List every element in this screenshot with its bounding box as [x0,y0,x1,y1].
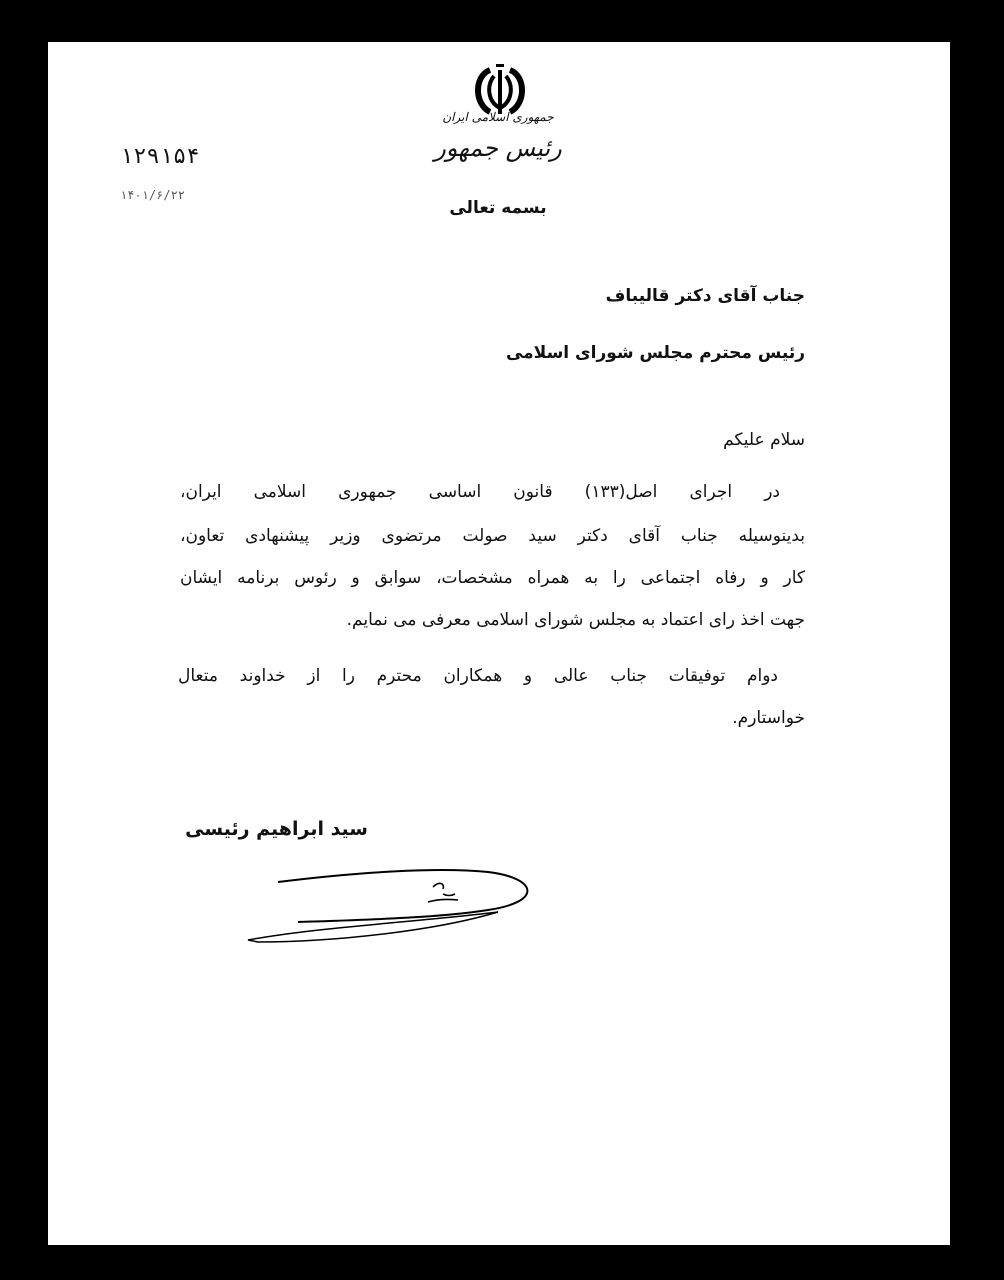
handwritten-signature [238,842,548,952]
invocation: بسمه تعالی [449,198,547,218]
paragraph1-line: در اجرای اصل(۱۳۳) قانون اساسی جمهوری اسلامی ایران، [180,482,780,502]
reference-number: ۱۲۹۱۵۴ [120,144,200,169]
letterhead-country: جمهوری اسلامی ایران [442,110,554,124]
paragraph2-line: خواستارم. [732,708,805,728]
signatory-name: سید ابراهیم رئیسی [185,818,368,840]
addressee-name: جناب آقای دکتر قالیباف [605,286,805,306]
reference-date: ۱۴۰۱/۶/۲۲ [120,188,186,202]
paragraph1-line: کار و رفاه اجتماعی را به همراه مشخصات، سوابق و رئوس برنامه ایشان [180,568,805,588]
greeting: سلام علیکم [723,430,805,450]
letterhead-office: رئیس جمهور [434,134,562,162]
paragraph2-line: دوام توفیقات جناب عالی و همکاران محترم را از خداوند متعال [178,666,778,686]
paragraph1-line: جهت اخذ رای اعتماد به مجلس شورای اسلامی معرفی می نمایم. [346,610,805,630]
addressee-title: رئیس محترم مجلس شورای اسلامی [505,343,805,363]
paragraph1-line: بدینوسیله جناب آقای دکتر سید صولت مرتضوی وزیر پیشنهادی تعاون، [180,526,805,546]
letter-page [48,42,950,1245]
